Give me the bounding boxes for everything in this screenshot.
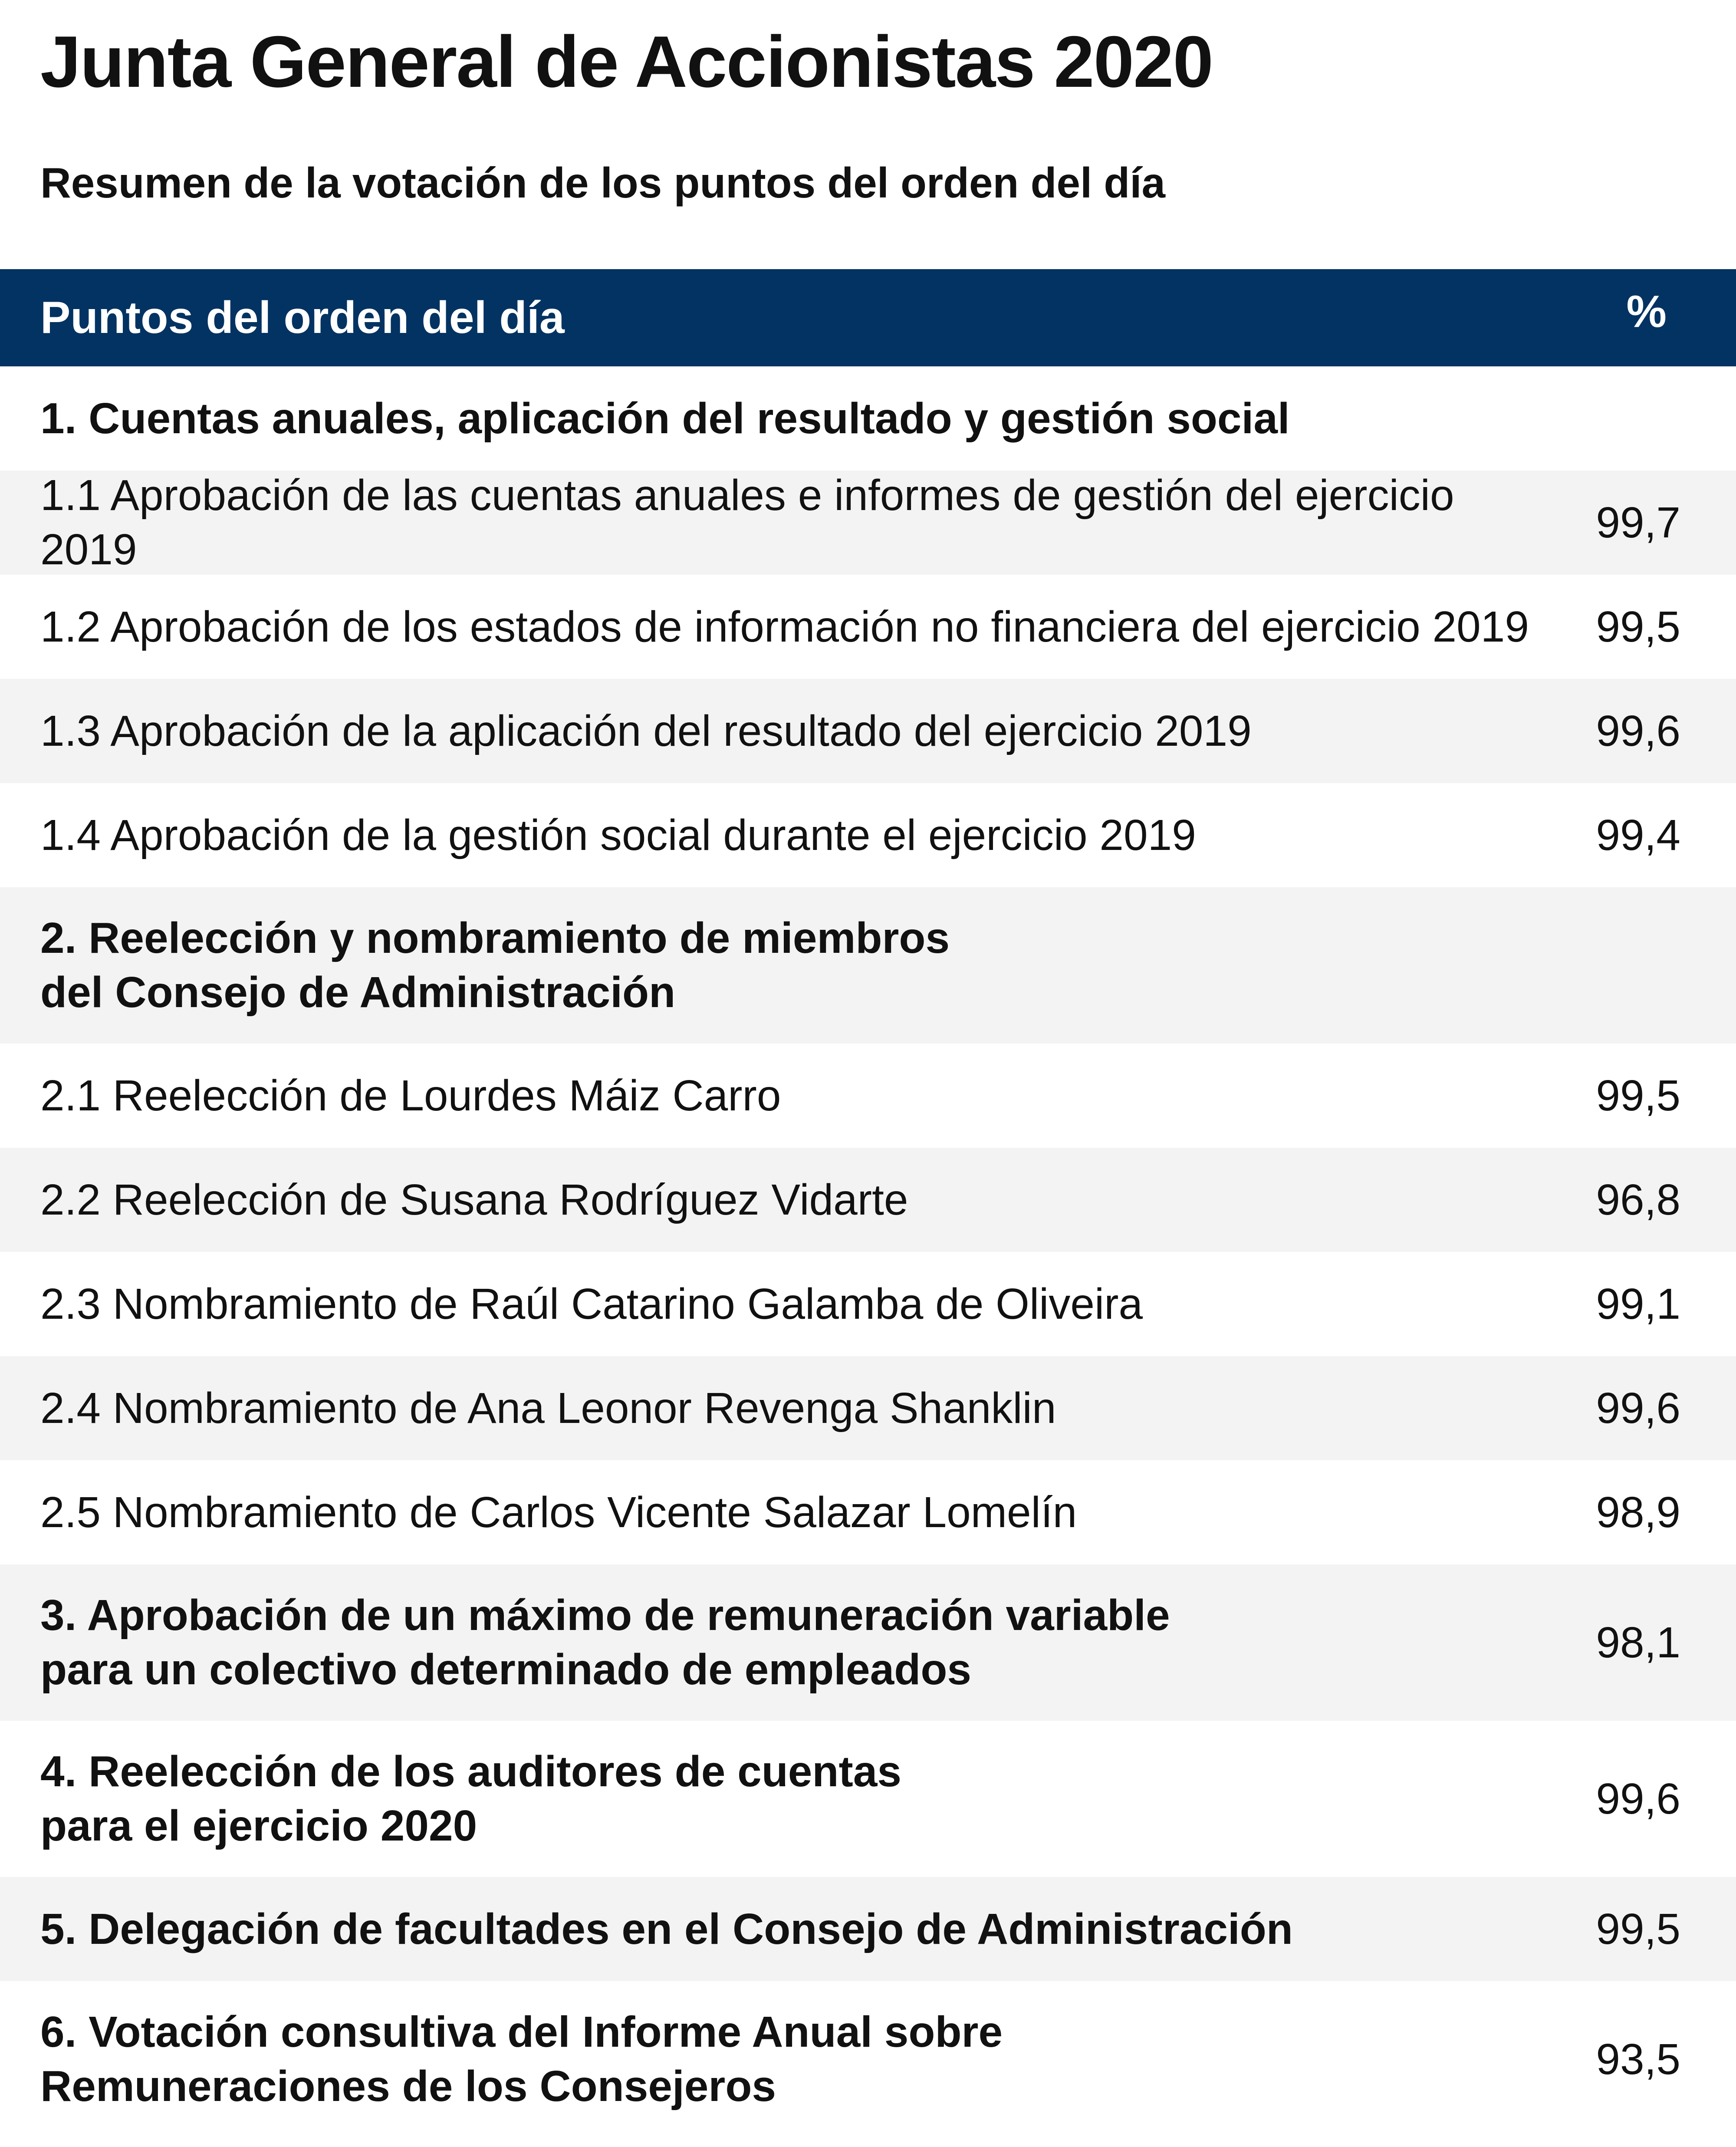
row-value: 99,7 (1596, 498, 1680, 547)
row-value: 99,1 (1596, 1279, 1680, 1328)
row-value: 93,5 (1596, 2035, 1680, 2084)
table-header (0, 269, 1736, 366)
row-label: 6. Votación consultiva del Informe Anual sobre Remuneraciones de los Consejeros (40, 2008, 1003, 2111)
voting-table (0, 269, 1736, 2137)
page-subtitle: Resumen de la votación de los puntos del orden del día (40, 159, 1166, 207)
page-title: Junta General de Accionistas 2020 (40, 21, 1213, 102)
header-label: Puntos del orden del día (40, 292, 565, 343)
table-row (0, 1252, 1736, 1356)
table-row (0, 887, 1736, 1044)
row-label: 3. Aprobación de un máximo de remuneración variable para un colectivo determinado de empleados (40, 1591, 1170, 1694)
row-label: 4. Reelección de los auditores de cuentas para el ejercicio 2020 (40, 1747, 902, 1850)
table-row (0, 1564, 1736, 1721)
row-label: 1.1 Aprobación de las cuentas anuales e informes de gestión del ejercicio 2019 (40, 471, 1454, 574)
row-value: 98,1 (1596, 1618, 1680, 1667)
row-value: 96,8 (1596, 1175, 1680, 1224)
table-row (0, 471, 1736, 575)
row-label: 2.1 Reelección de Lourdes Máiz Carro (40, 1071, 781, 1120)
row-label: 2. Reelección y nombramiento de miembros del Consejo de Administración (40, 914, 950, 1017)
table-row (0, 1877, 1736, 1981)
table-row (0, 679, 1736, 783)
row-label: 2.5 Nombramiento de Carlos Vicente Salazar Lomelín (40, 1488, 1077, 1537)
row-label: 2.4 Nombramiento de Ana Leonor Revenga Shanklin (40, 1383, 1056, 1432)
row-value: 99,5 (1596, 1904, 1680, 1953)
row-value: 99,6 (1596, 1774, 1680, 1823)
header-percent: % (1626, 286, 1667, 337)
row-label: 1.2 Aprobación de los estados de información no financiera del ejercicio 2019 (40, 602, 1529, 651)
table-row (0, 1356, 1736, 1460)
row-value: 98,9 (1596, 1488, 1680, 1537)
row-label: 2.3 Nombramiento de Raúl Catarino Galamba de Oliveira (40, 1279, 1143, 1328)
table-row (0, 783, 1736, 887)
row-label: 1. Cuentas anuales, aplicación del resultado y gestión social (40, 394, 1290, 443)
table-row (0, 1044, 1736, 1148)
row-label: 5. Delegación de facultades en el Consejo de Administración (40, 1904, 1293, 1953)
table-row (0, 366, 1736, 471)
row-value: 99,5 (1596, 602, 1680, 651)
row-label: 1.3 Aprobación de la aplicación del resultado del ejercicio 2019 (40, 706, 1252, 755)
table-row (0, 1981, 1736, 2137)
row-value: 99,6 (1596, 1383, 1680, 1432)
row-value: 99,6 (1596, 706, 1680, 755)
table-row (0, 1721, 1736, 1877)
row-label: 1.4 Aprobación de la gestión social durante el ejercicio 2019 (40, 810, 1196, 859)
table-row (0, 1460, 1736, 1564)
table-row (0, 1148, 1736, 1252)
table-row (0, 575, 1736, 679)
row-value: 99,4 (1596, 810, 1680, 859)
row-value: 99,5 (1596, 1071, 1680, 1120)
row-label: 2.2 Reelección de Susana Rodríguez Vidarte (40, 1175, 908, 1224)
